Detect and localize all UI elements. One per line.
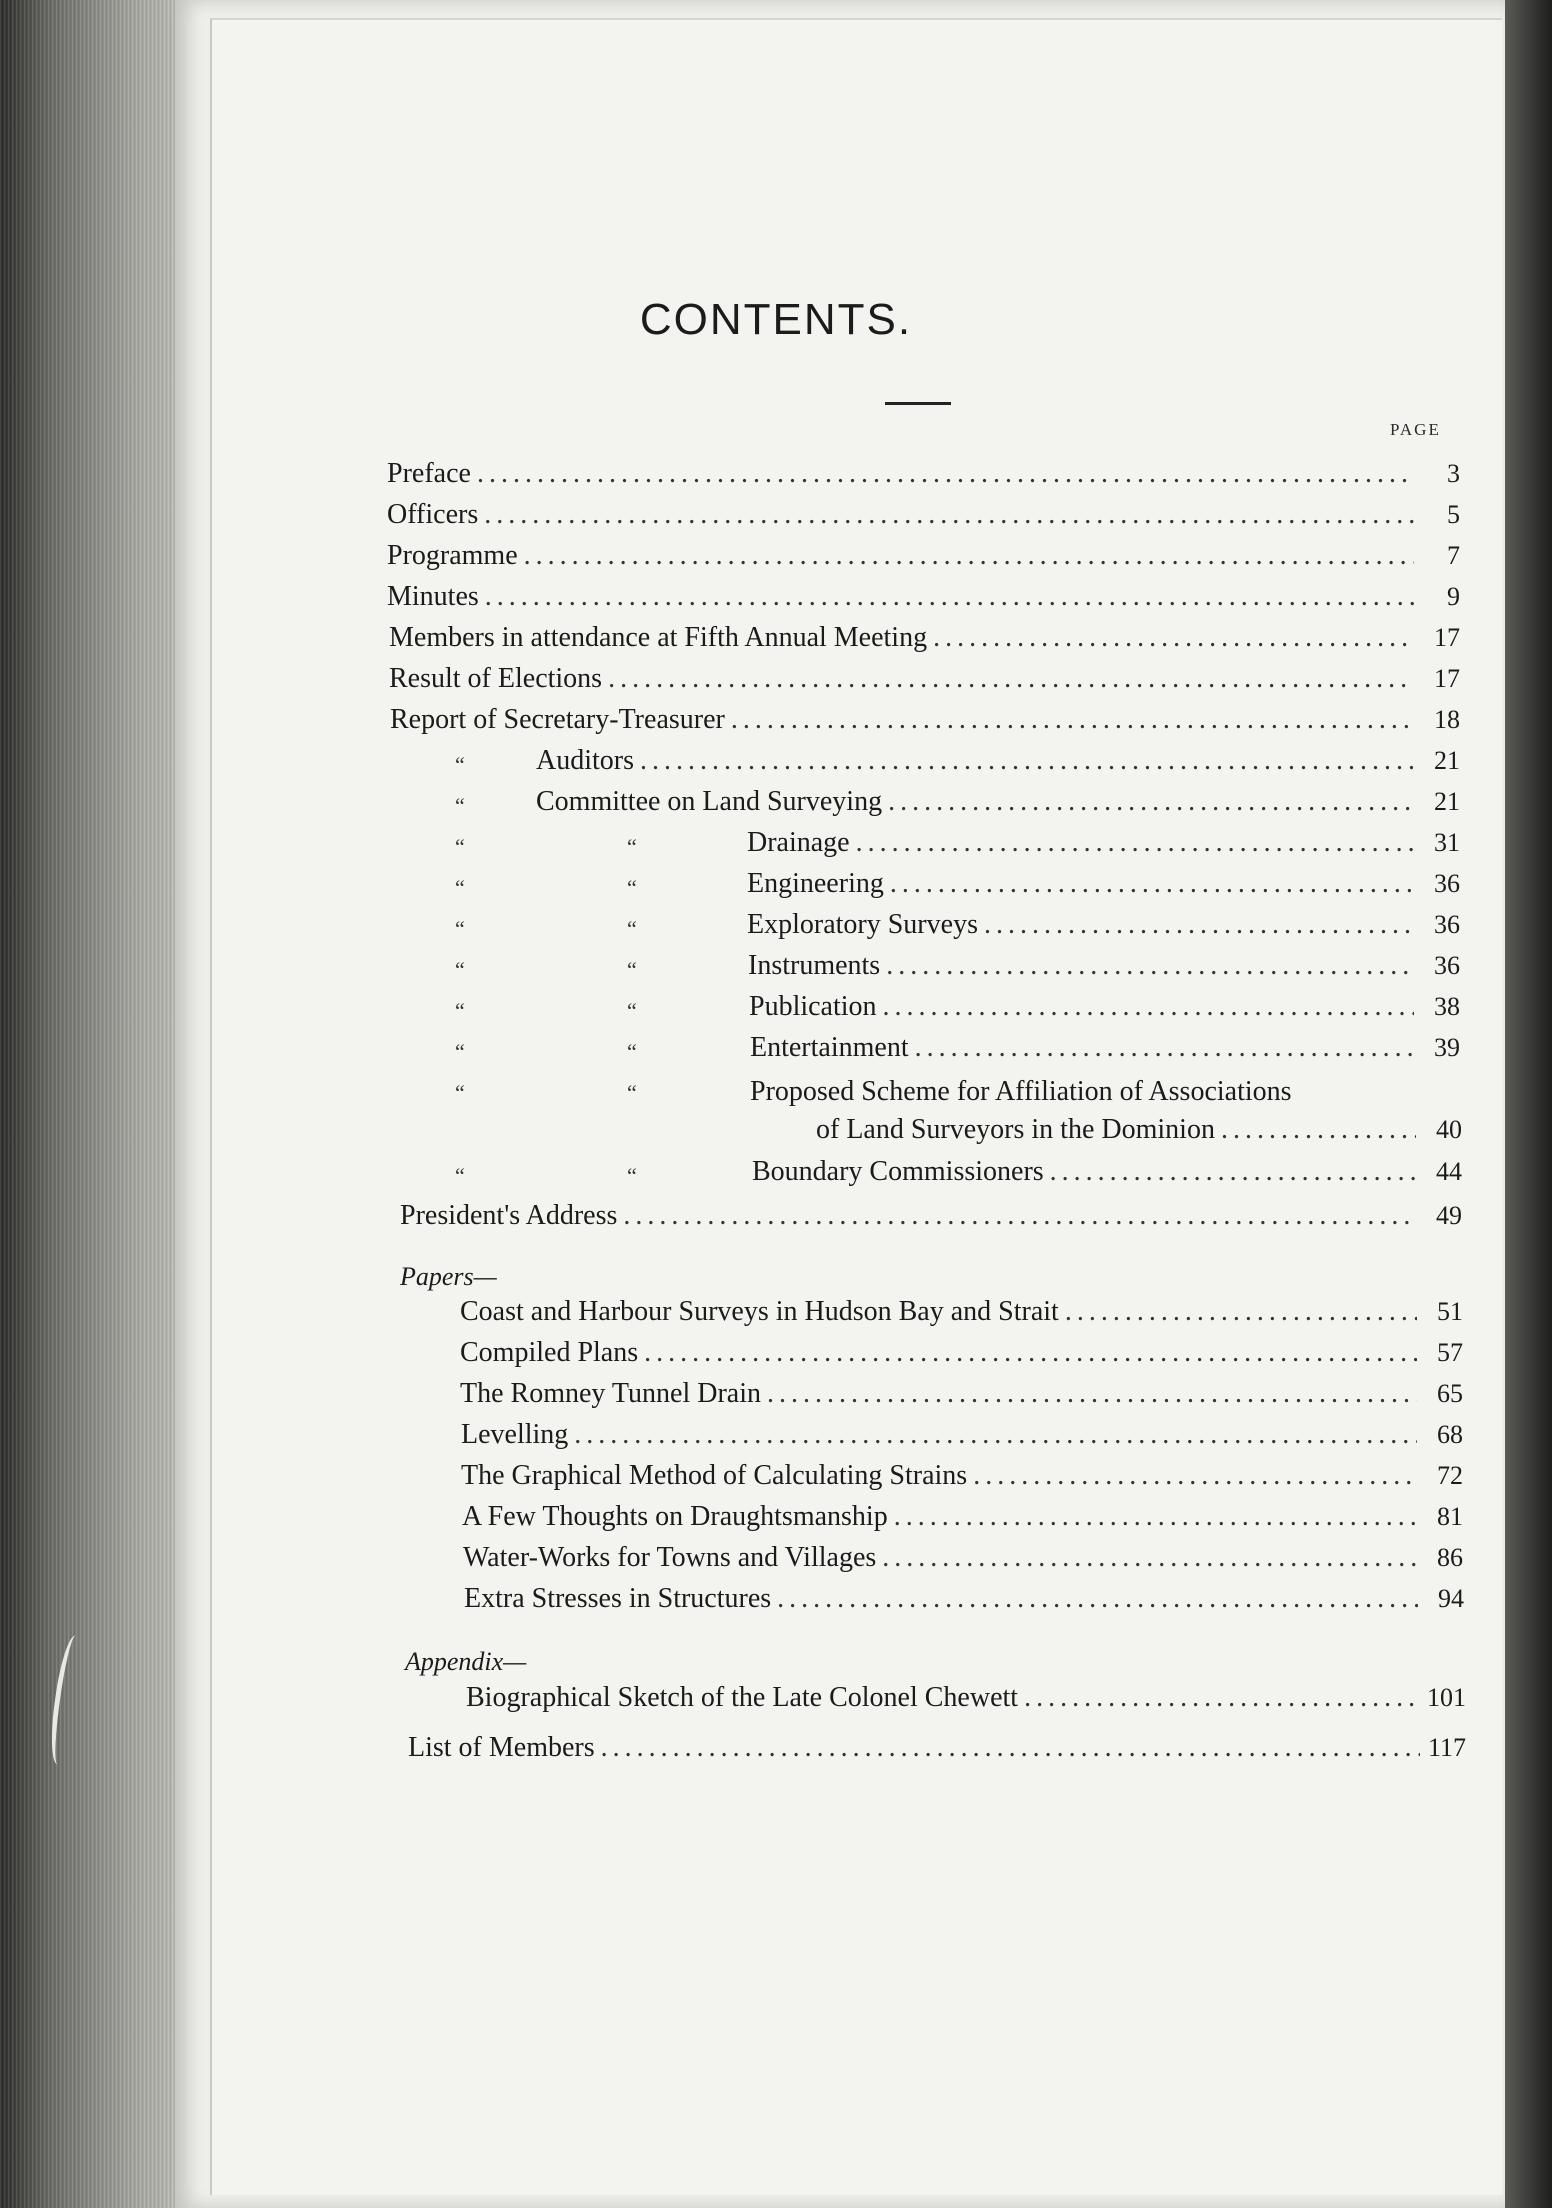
toc-page-number: 21	[1434, 787, 1460, 816]
toc-label: Levelling	[461, 1419, 569, 1450]
ditto-mark: “	[627, 1080, 637, 1105]
ditto-mark: “	[455, 1163, 465, 1188]
toc-label: Preface	[387, 458, 471, 489]
toc-entry-romney	[460, 1378, 1463, 1418]
toc-label: Programme	[387, 540, 518, 571]
toc-label: Drainage	[747, 827, 850, 858]
ditto-mark: “	[627, 916, 637, 941]
toc-entry-levelling	[461, 1419, 1463, 1459]
toc-entry-entertainment	[750, 1032, 1460, 1072]
toc-page-number: 39	[1434, 1033, 1460, 1062]
leader-dots	[608, 663, 1414, 695]
toc-label: The Graphical Method of Calculating Strains	[461, 1460, 968, 1491]
toc-label: of Land Surveyors in the Dominion	[816, 1114, 1215, 1145]
toc-entry-members-attendance	[389, 622, 1460, 662]
toc-label: Committee on Land Surveying	[536, 786, 883, 817]
leader-dots	[484, 499, 1414, 531]
leader-dots	[485, 581, 1414, 613]
toc-page-number: 68	[1437, 1420, 1463, 1449]
toc-page-number: 21	[1434, 746, 1460, 775]
ditto-mark: “	[455, 957, 465, 982]
leader-dots	[984, 909, 1414, 941]
ditto-mark: “	[627, 998, 637, 1023]
toc-entry-engineering	[747, 868, 1460, 908]
leader-dots	[883, 991, 1414, 1023]
toc-label: Extra Stresses in Structures	[464, 1583, 772, 1614]
toc-entry-instruments	[748, 950, 1460, 990]
toc-page-number: 101	[1427, 1683, 1466, 1712]
toc-entry-programme	[387, 540, 1460, 580]
ditto-mark: “	[627, 1163, 637, 1188]
toc-label: President's Address	[400, 1200, 618, 1231]
toc-label: The Romney Tunnel Drain	[460, 1378, 761, 1409]
toc-page-number: 18	[1434, 705, 1460, 734]
toc-page-number: 44	[1436, 1157, 1462, 1186]
toc-entry-boundary	[752, 1156, 1462, 1196]
toc-label: Engineering	[747, 868, 884, 899]
toc-entry-affiliation-line1: Proposed Scheme for Affiliation of Associations	[750, 1076, 1292, 1107]
toc-label: Compiled Plans	[460, 1337, 639, 1368]
leader-dots	[574, 1419, 1417, 1451]
leader-dots	[888, 786, 1414, 818]
toc-entry-officers	[387, 499, 1460, 539]
toc-page-number: 81	[1437, 1502, 1463, 1531]
toc-page-number: 38	[1434, 992, 1460, 1021]
leader-dots	[856, 827, 1414, 859]
ditto-mark: “	[627, 957, 637, 982]
toc-label: Water-Works for Towns and Villages	[463, 1542, 877, 1573]
ditto-mark: “	[455, 916, 465, 941]
leader-dots	[933, 622, 1414, 654]
leader-dots	[767, 1378, 1417, 1410]
toc-entry-coast	[460, 1296, 1463, 1336]
leader-dots	[731, 704, 1414, 736]
toc-entry-affiliation-line2	[816, 1114, 1462, 1154]
toc-entry-auditors	[536, 745, 1460, 785]
toc-page-number: 31	[1434, 828, 1460, 857]
leader-dots	[601, 1732, 1420, 1764]
toc-entry-president	[400, 1200, 1462, 1240]
leader-dots	[640, 745, 1414, 777]
leader-dots	[644, 1337, 1417, 1369]
toc-label: Exploratory Surveys	[747, 909, 978, 940]
ditto-mark: “	[627, 834, 637, 859]
leader-dots	[477, 458, 1414, 490]
toc-label: A Few Thoughts on Draughtsmanship	[462, 1501, 888, 1532]
toc-label: Entertainment	[750, 1032, 909, 1063]
leader-dots	[777, 1583, 1418, 1615]
leader-dots	[1050, 1156, 1416, 1188]
toc-entry-drainage	[747, 827, 1460, 867]
page-title: CONTENTS.	[639, 295, 913, 344]
toc-entry-graphical	[461, 1460, 1463, 1500]
toc-page-number: 65	[1437, 1379, 1463, 1408]
toc-page-number: 36	[1434, 951, 1460, 980]
toc-entry-report-secretary	[390, 704, 1460, 744]
toc-label: Minutes	[387, 581, 479, 612]
toc-page-number: 36	[1434, 869, 1460, 898]
ditto-mark: “	[455, 1080, 465, 1105]
toc-page-number: 17	[1434, 623, 1460, 652]
toc-page-number: 17	[1434, 664, 1460, 693]
leader-dots	[882, 1542, 1417, 1574]
toc-label: Officers	[387, 499, 479, 530]
section-papers: Papers—	[400, 1262, 497, 1291]
toc-entry-exploratory	[747, 909, 1460, 949]
toc-entry-compiled	[460, 1337, 1463, 1377]
toc-page-number: 40	[1436, 1115, 1462, 1144]
toc-label: Auditors	[536, 745, 634, 776]
leader-dots	[623, 1200, 1416, 1232]
toc-entry-committee-land	[536, 786, 1460, 826]
toc-page-number: 94	[1438, 1584, 1464, 1613]
toc-entry-stresses	[464, 1583, 1464, 1623]
ditto-mark: “	[455, 1039, 465, 1064]
leader-dots	[894, 1501, 1417, 1533]
toc-entry-result-elections	[389, 663, 1460, 703]
ditto-mark: “	[455, 793, 465, 818]
toc-entry-preface	[387, 458, 1460, 498]
toc-label: Instruments	[748, 950, 881, 981]
leader-dots	[1221, 1114, 1416, 1146]
toc-page-number: 49	[1436, 1201, 1462, 1230]
toc-page-number: 117	[1427, 1733, 1466, 1762]
toc-label: Boundary Commissioners	[752, 1156, 1044, 1187]
toc-label: Publication	[749, 991, 877, 1022]
leader-dots	[973, 1460, 1417, 1492]
toc-page-number: 3	[1447, 459, 1460, 488]
page-column-heading: PAGE	[1390, 420, 1441, 439]
toc-page-number: 36	[1434, 910, 1460, 939]
toc-entry-waterworks	[463, 1542, 1463, 1582]
ditto-mark: “	[455, 752, 465, 777]
ditto-mark: “	[627, 1039, 637, 1064]
ditto-mark: “	[455, 834, 465, 859]
toc-entry-draughtsmanship	[462, 1501, 1463, 1541]
leader-dots	[890, 868, 1414, 900]
toc-page-number: 7	[1447, 541, 1460, 570]
toc-entry-publication	[749, 991, 1460, 1031]
toc-label: Biographical Sketch of the Late Colonel Chewett	[466, 1682, 1019, 1713]
leader-dots	[524, 540, 1414, 572]
leader-dots	[886, 950, 1414, 982]
toc-page-number: 57	[1437, 1338, 1463, 1367]
leader-dots	[1065, 1296, 1417, 1328]
toc-label: Result of Elections	[389, 663, 603, 694]
toc-page-number: 9	[1447, 582, 1460, 611]
toc-page-number: 86	[1437, 1543, 1463, 1572]
toc-page-number: 72	[1437, 1461, 1463, 1490]
toc-entry-biographical	[466, 1682, 1466, 1722]
ditto-mark: “	[455, 875, 465, 900]
toc-page-number: 5	[1447, 500, 1460, 529]
toc-label: Members in attendance at Fifth Annual Meeting	[389, 622, 928, 653]
toc-entry-minutes	[387, 581, 1460, 621]
toc-label: List of Members	[408, 1732, 595, 1763]
section-appendix: Appendix—	[405, 1647, 527, 1676]
toc-label: Coast and Harbour Surveys in Hudson Bay and Strait	[460, 1296, 1059, 1327]
leader-dots	[1024, 1682, 1420, 1714]
leader-dots	[915, 1032, 1414, 1064]
toc-page-number: 51	[1437, 1297, 1463, 1326]
toc-entry-list-members	[408, 1732, 1466, 1772]
title-rule	[885, 402, 951, 405]
ditto-mark: “	[627, 875, 637, 900]
toc-label: Report of Secretary-Treasurer	[390, 704, 725, 735]
ditto-mark: “	[455, 998, 465, 1023]
